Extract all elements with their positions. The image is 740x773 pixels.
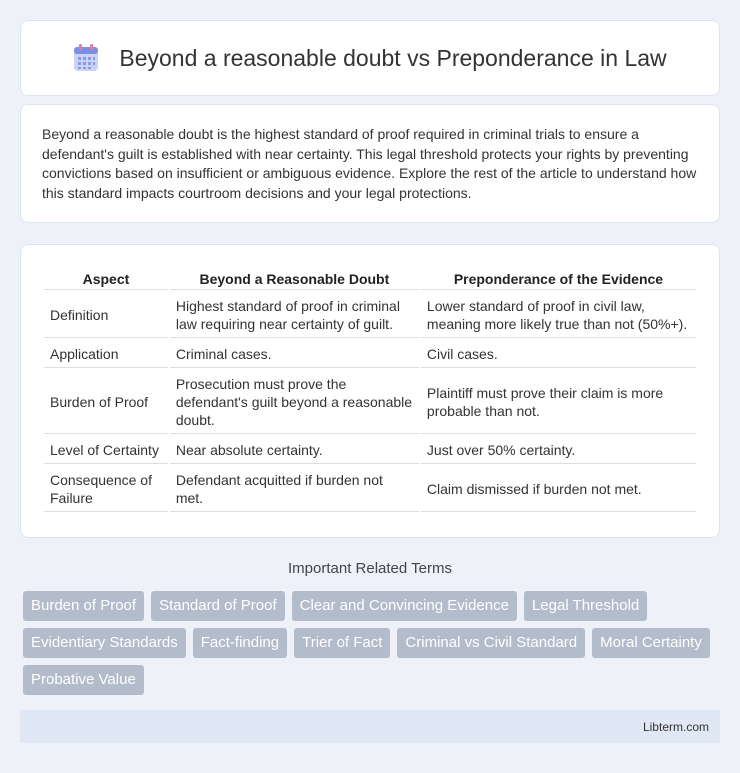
page-title: Beyond a reasonable doubt vs Preponderance in Law xyxy=(119,44,667,71)
table-row xyxy=(44,340,696,368)
comparison-card xyxy=(20,244,720,538)
row-preponderance-value: Just over 50% certainty. xyxy=(421,436,696,464)
row-beyond-value: Highest standard of proof in criminal law requiring near certainty of guilt. xyxy=(170,292,419,338)
footer xyxy=(20,710,720,743)
table-row xyxy=(44,466,696,512)
tag-probative-value[interactable]: Probative Value xyxy=(23,665,144,695)
row-aspect: Application xyxy=(44,340,168,368)
row-beyond-value: Prosecution must prove the defendant's guilt beyond a reasonable doubt. xyxy=(170,370,419,434)
related-terms-title: Important Related Terms xyxy=(288,560,452,577)
header-aspect: Aspect xyxy=(44,267,168,290)
footer-site-link[interactable]: Libterm.com xyxy=(642,719,709,734)
row-aspect: Definition xyxy=(44,292,168,338)
row-aspect: Level of Certainty xyxy=(44,436,168,464)
intro-text: Beyond a reasonable doubt is the highest standard of proof required in criminal trials to ensure a defendant's guilt is established with near certainty. This legal threshold protects your rights by preventing convictions based on insufficient or ambiguous evidence. Explore the rest of the article to understand how this standard impacts courtroom decisions and your legal protections. xyxy=(42,126,697,201)
row-beyond-value: Defendant acquitted if burden not met. xyxy=(170,466,419,512)
tag-standard-of-proof[interactable]: Standard of Proof xyxy=(151,591,285,621)
tag-burden-of-proof[interactable]: Burden of Proof xyxy=(23,591,144,621)
row-beyond-value: Criminal cases. xyxy=(170,340,419,368)
calendar-icon xyxy=(73,44,99,72)
row-preponderance-value: Lower standard of proof in civil law, meaning more likely true than not (50%+). xyxy=(421,292,696,338)
intro-card xyxy=(20,104,720,223)
row-preponderance-value: Plaintiff must prove their claim is more probable than not. xyxy=(421,370,696,434)
row-aspect: Burden of Proof xyxy=(44,370,168,434)
header-beyond-reasonable-doubt: Beyond a Reasonable Doubt xyxy=(170,267,419,290)
tag-evidentiary-standards[interactable]: Evidentiary Standards xyxy=(23,628,186,658)
tag-fact-finding[interactable]: Fact-finding xyxy=(193,628,287,658)
tag-trier-of-fact[interactable]: Trier of Fact xyxy=(294,628,390,658)
row-preponderance-value: Claim dismissed if burden not met. xyxy=(421,466,696,512)
table-header-row xyxy=(44,267,696,290)
tag-legal-threshold[interactable]: Legal Threshold xyxy=(524,591,647,621)
header-preponderance: Preponderance of the Evidence xyxy=(421,267,696,290)
tag-criminal-vs-civil-standard[interactable]: Criminal vs Civil Standard xyxy=(397,628,585,658)
table-row xyxy=(44,370,696,434)
table-row xyxy=(44,436,696,464)
table-row xyxy=(44,292,696,338)
tag-clear-and-convincing-evidence[interactable]: Clear and Convincing Evidence xyxy=(292,591,517,621)
row-preponderance-value: Civil cases. xyxy=(421,340,696,368)
tag-moral-certainty[interactable]: Moral Certainty xyxy=(592,628,710,658)
comparison-table xyxy=(42,265,698,514)
row-beyond-value: Near absolute certainty. xyxy=(170,436,419,464)
title-card xyxy=(20,20,720,96)
related-terms-tags xyxy=(23,591,723,695)
row-aspect: Consequence of Failure xyxy=(44,466,168,512)
